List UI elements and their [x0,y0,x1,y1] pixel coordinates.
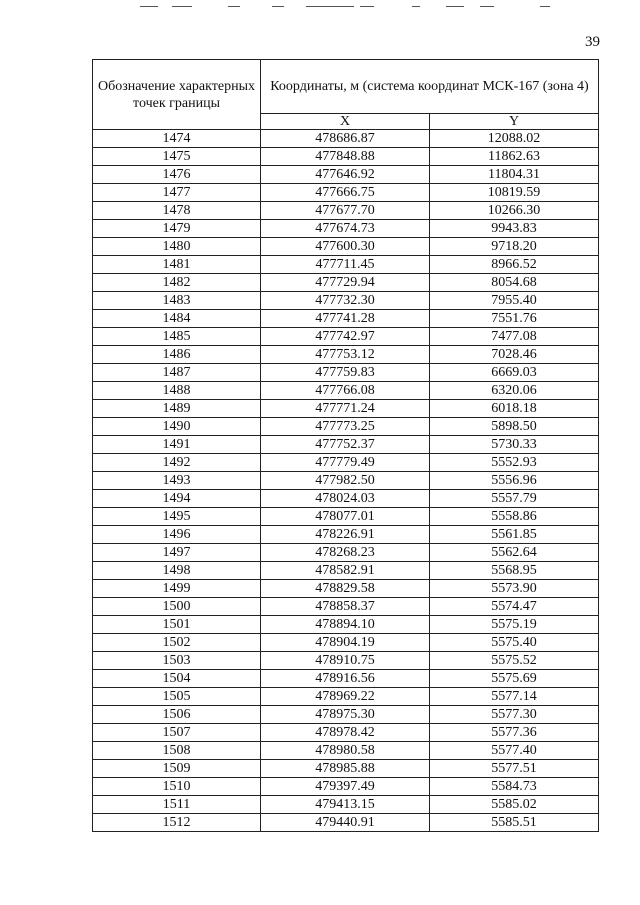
y-coordinate-cell: 10266.30 [430,202,599,220]
point-cell: 1477 [93,184,261,202]
y-coordinate-cell: 5585.02 [430,796,599,814]
y-coordinate-cell: 5730.33 [430,436,599,454]
point-cell: 1491 [93,436,261,454]
x-coordinate-cell: 478975.30 [261,706,430,724]
point-cell: 1483 [93,292,261,310]
x-coordinate-cell: 477674.73 [261,220,430,238]
point-cell: 1479 [93,220,261,238]
point-cell: 1503 [93,652,261,670]
y-coordinate-cell: 5556.96 [430,472,599,490]
x-coordinate-cell: 477771.24 [261,400,430,418]
y-coordinate-cell: 5561.85 [430,526,599,544]
y-coordinate-cell: 12088.02 [430,130,599,148]
y-coordinate-cell: 5584.73 [430,778,599,796]
x-coordinate-cell: 477677.70 [261,202,430,220]
y-coordinate-cell: 5577.40 [430,742,599,760]
table-row [93,148,599,166]
point-cell: 1502 [93,634,261,652]
y-coordinate-cell: 8966.52 [430,256,599,274]
x-coordinate-cell: 478980.58 [261,742,430,760]
x-coordinate-cell: 478829.58 [261,580,430,598]
point-cell: 1476 [93,166,261,184]
point-cell: 1475 [93,148,261,166]
point-cell: 1512 [93,814,261,832]
point-cell: 1495 [93,508,261,526]
table-row [93,364,599,382]
table-row [93,382,599,400]
table-row [93,166,599,184]
x-coordinate-cell: 477741.28 [261,310,430,328]
point-cell: 1480 [93,238,261,256]
x-coordinate-cell: 477766.08 [261,382,430,400]
point-cell: 1498 [93,562,261,580]
y-coordinate-cell: 6669.03 [430,364,599,382]
y-coordinate-cell: 5575.19 [430,616,599,634]
y-coordinate-cell: 9718.20 [430,238,599,256]
x-coordinate-cell: 479440.91 [261,814,430,832]
point-cell: 1482 [93,274,261,292]
x-coordinate-cell: 478916.56 [261,670,430,688]
x-coordinate-cell: 478978.42 [261,724,430,742]
x-coordinate-cell: 477600.30 [261,238,430,256]
x-coordinate-cell: 477711.45 [261,256,430,274]
y-coordinate-cell: 7477.08 [430,328,599,346]
table-row [93,328,599,346]
table-row [93,688,599,706]
table-row [93,436,599,454]
table-row [93,454,599,472]
table-row [93,274,599,292]
y-coordinate-cell: 5573.90 [430,580,599,598]
header-y: Y [430,114,599,130]
coordinates-table [92,59,599,832]
point-cell: 1499 [93,580,261,598]
x-coordinate-cell: 478910.75 [261,652,430,670]
table-row [93,760,599,778]
y-coordinate-cell: 6320.06 [430,382,599,400]
table-row [93,220,599,238]
point-cell: 1509 [93,760,261,778]
point-cell: 1484 [93,310,261,328]
table-row [93,202,599,220]
y-coordinate-cell: 9943.83 [430,220,599,238]
coordinates-table-body [93,130,599,832]
header-point-designation: Обозначение характерных точек границы [93,60,261,130]
x-coordinate-cell: 478686.87 [261,130,430,148]
table-row [93,814,599,832]
x-coordinate-cell: 478985.88 [261,760,430,778]
point-cell: 1492 [93,454,261,472]
point-cell: 1494 [93,490,261,508]
header-x: X [261,114,430,130]
table-row [93,706,599,724]
x-coordinate-cell: 478077.01 [261,508,430,526]
point-cell: 1485 [93,328,261,346]
y-coordinate-cell: 5577.30 [430,706,599,724]
top-scan-marks [0,4,640,10]
y-coordinate-cell: 7551.76 [430,310,599,328]
y-coordinate-cell: 7955.40 [430,292,599,310]
point-cell: 1474 [93,130,261,148]
x-coordinate-cell: 477982.50 [261,472,430,490]
table-row [93,652,599,670]
table-row [93,724,599,742]
y-coordinate-cell: 5552.93 [430,454,599,472]
table-row [93,670,599,688]
y-coordinate-cell: 5575.40 [430,634,599,652]
x-coordinate-cell: 477646.92 [261,166,430,184]
table-row [93,526,599,544]
x-coordinate-cell: 477742.97 [261,328,430,346]
y-coordinate-cell: 6018.18 [430,400,599,418]
table-row [93,472,599,490]
point-cell: 1497 [93,544,261,562]
table-row [93,184,599,202]
y-coordinate-cell: 5577.51 [430,760,599,778]
x-coordinate-cell: 478582.91 [261,562,430,580]
table-row [93,544,599,562]
x-coordinate-cell: 478858.37 [261,598,430,616]
page-number: 39 [585,34,600,50]
y-coordinate-cell: 5557.79 [430,490,599,508]
point-cell: 1500 [93,598,261,616]
point-cell: 1501 [93,616,261,634]
y-coordinate-cell: 5585.51 [430,814,599,832]
y-coordinate-cell: 5577.14 [430,688,599,706]
y-coordinate-cell: 5562.64 [430,544,599,562]
table-row [93,796,599,814]
x-coordinate-cell: 477779.49 [261,454,430,472]
point-cell: 1511 [93,796,261,814]
table-row [93,508,599,526]
point-cell: 1508 [93,742,261,760]
x-coordinate-cell: 477666.75 [261,184,430,202]
x-coordinate-cell: 477752.37 [261,436,430,454]
table-row [93,616,599,634]
y-coordinate-cell: 10819.59 [430,184,599,202]
x-coordinate-cell: 477759.83 [261,364,430,382]
table-row [93,580,599,598]
y-coordinate-cell: 8054.68 [430,274,599,292]
x-coordinate-cell: 479397.49 [261,778,430,796]
point-cell: 1488 [93,382,261,400]
y-coordinate-cell: 11804.31 [430,166,599,184]
table-row [93,742,599,760]
table-row [93,292,599,310]
x-coordinate-cell: 478268.23 [261,544,430,562]
point-cell: 1504 [93,670,261,688]
table-row [93,130,599,148]
y-coordinate-cell: 5575.69 [430,670,599,688]
table-row [93,598,599,616]
point-cell: 1506 [93,706,261,724]
y-coordinate-cell: 5568.95 [430,562,599,580]
point-cell: 1478 [93,202,261,220]
table-row [93,238,599,256]
x-coordinate-cell: 478894.10 [261,616,430,634]
y-coordinate-cell: 7028.46 [430,346,599,364]
table-row [93,634,599,652]
table-row [93,418,599,436]
y-coordinate-cell: 5575.52 [430,652,599,670]
point-cell: 1505 [93,688,261,706]
point-cell: 1481 [93,256,261,274]
point-cell: 1487 [93,364,261,382]
x-coordinate-cell: 478904.19 [261,634,430,652]
x-coordinate-cell: 477732.30 [261,292,430,310]
table-row [93,310,599,328]
table-row [93,256,599,274]
y-coordinate-cell: 5558.86 [430,508,599,526]
header-coordinates: Координаты, м (система координат МСК-167 (зона 4) [261,60,599,114]
x-coordinate-cell: 478226.91 [261,526,430,544]
table-row [93,562,599,580]
x-coordinate-cell: 477729.94 [261,274,430,292]
point-cell: 1496 [93,526,261,544]
table-row [93,346,599,364]
x-coordinate-cell: 477773.25 [261,418,430,436]
x-coordinate-cell: 478024.03 [261,490,430,508]
table-row [93,400,599,418]
point-cell: 1490 [93,418,261,436]
y-coordinate-cell: 5898.50 [430,418,599,436]
y-coordinate-cell: 5574.47 [430,598,599,616]
table-row [93,778,599,796]
y-coordinate-cell: 5577.36 [430,724,599,742]
x-coordinate-cell: 478969.22 [261,688,430,706]
x-coordinate-cell: 477753.12 [261,346,430,364]
point-cell: 1507 [93,724,261,742]
x-coordinate-cell: 477848.88 [261,148,430,166]
x-coordinate-cell: 479413.15 [261,796,430,814]
y-coordinate-cell: 11862.63 [430,148,599,166]
point-cell: 1489 [93,400,261,418]
point-cell: 1510 [93,778,261,796]
point-cell: 1493 [93,472,261,490]
table-row [93,490,599,508]
point-cell: 1486 [93,346,261,364]
